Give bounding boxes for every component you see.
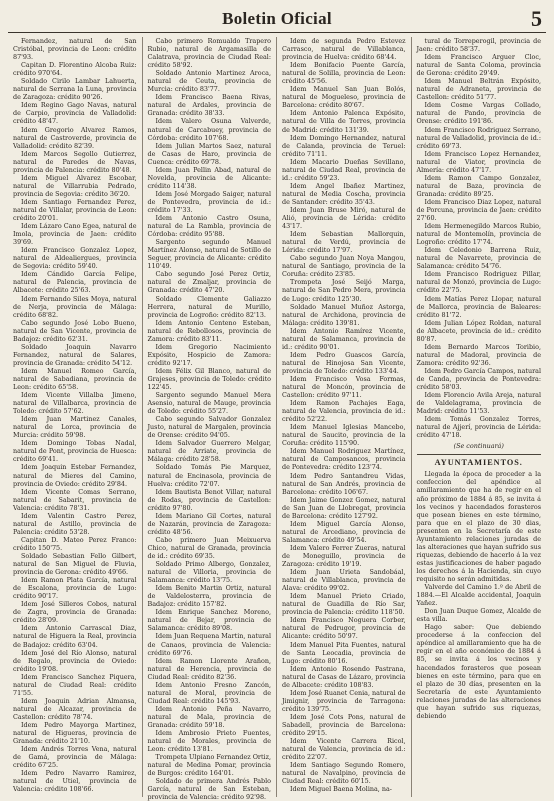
list-item: Idem Pedro Navarro Ramirez, natural de Utiel, provincia de Valencia: crédito 108'66.: [13, 769, 137, 794]
list-item: Idem Francisco Rodriguez Pillar, natural de Monzó, provincia de Lugo: crédito 22'75.: [416, 270, 541, 295]
list-item: Idem Regino Gago Navas, natural de Carpio, provincia de Valladolid: crédito 48'47.: [13, 101, 137, 126]
list-item: Soldado Joaquin Navarro Fernandez, natural de Salares, provincia de Granada: crédito 54'12.: [13, 342, 137, 367]
column-4: [412, 37, 547, 797]
list-item: Idem Lázaro Cano Egea, natural de Imola, provincia de Jaen: crédito 39'69.: [13, 222, 137, 247]
list-item: Idem Manuel Pita Fuentes, natural de Santa Leocadia, provincia de Lugo: crédito 80'16.: [282, 640, 406, 665]
list-item: Idem Antonio Carrascal Diaz, natural de Higuera la Real, provincia de Badajoz: crédito 63'04.: [13, 624, 137, 649]
list-item: Idem Juan Urieta Sandobáal, natural de Villablanca, provincia de Alava: crédito 99'02.: [282, 568, 406, 593]
list-item: Idem Gregorio Nacimiento Expósito, Hospicio de Zamora: crédito 92'17.: [147, 342, 271, 367]
list-item: Idem Domingo Hernandez, natural de Calanda, provincia de Teruel: crédito 71'11.: [282, 133, 406, 158]
list-item: Soldado de primera Andrés Pablo García, natural de San Esteban, provincia de Valencia: crédito 92'98.: [147, 777, 271, 801]
list-item: Idem Ramon Llorente Arañon, natural de Herencia, provincia de Ciudad Real: crédito 82'36.: [147, 656, 271, 681]
continued-note: (Se continuará): [453, 442, 504, 451]
list-item: Idem Andrés Torres Vena, natural de Gamá, provincia de Málaga: crédito 67'25.: [13, 745, 137, 770]
list-item: Idem Manuel Beltrán Expósito, natural de Adraneta, provincia de Castellon: crédito 51'77.: [416, 77, 541, 102]
list-item: Idem Antonio Castro Osuna, natural de La Rambla, provincia de Córdoba: crédito 95'88.: [147, 214, 271, 239]
page-number: 5: [531, 6, 542, 31]
list-item: Soldado Primo Albergo, Gonzalez, natural de Villoria, provincia de Salamanca: crédito 13'75.: [147, 560, 271, 585]
list-item: Idem Pedro Mayorga Martinez, natural de Higueras, provincia de Granada: crédito 21'10.: [13, 720, 137, 746]
list-item: Idem Marcos Segollo Gutierrez, natural de Paredes de Navas, provincia de Palencia: crédito 80'48.: [13, 149, 137, 174]
list-item: Idem Pedro García Campos, natural de Canda, provincia de Pontevedra: crédito 58'03.: [416, 366, 541, 392]
list-item: Idem Tomás Gonzalez Torres, natural de Ajjerí, provincia de Lérida: crédito 47'18.: [416, 415, 541, 440]
list-item: Idem Vicente Comas Serrano, natural de Sabarit, provincia de Valencia: crédito 78'31.: [13, 487, 137, 512]
notice-paragraph: Hago saber: Que debiendo procederse á la confeccion del apéndice al amillaramiento que ha de regir en el año económico de 1884 á 85, se invita á los vecinos y hacendados forasteros que posean bienes en este término, para que en el plazo de 30 días, presenten en la Secretaría de este Ayuntamiento relaciones juradas de las alteraciones que hayan sufrido sus riquezas, debiendo: [416, 623, 541, 720]
list-item: Cabo primero Romualdo Trapero Rubio, natural de Argamasilla de Calatrava, provincia de Ciudad Real: crédito 58'92.: [147, 37, 271, 70]
list-item: Idem Juan Martinez Canales, natural de Lorca, provincia de Murcia: crédito 59'98.: [13, 415, 137, 440]
list-item: Idem José Cots Pons, natural de Sabadell, provincia de Barcelona: crédito 29'15.: [282, 712, 406, 738]
notice-paragraph: Llegada la época de proceder a la confeccion del apéndice al amillaramiento que ha de regir en el año próximo de 1884 á 85, se invita á los vecinos y hacendados forasteros que posean bienes en este término, para que en el plazo de 30 dias, presenten en la Secretaría de este Ayuntamiento relaciones juradas de las alteraciones que hayan sufrido sus riquezas, debiendo de hacerlo á la vez estas justificaciones de haber pagado los derechos á la Hacienda, sin cuyo requisito no serán admitidas.: [416, 470, 541, 583]
list-item: Idem Domingo Tobas Nadal, natural de Pont, provincia de Huesca: crédito 69'41.: [13, 439, 137, 464]
list-item: Idem José Silleros Cobos, natural de Zagra, provincia de Granada: crédito 28'09.: [13, 600, 137, 625]
list-item: Idem Manuel Prieto Criado, natural de Guadilla de Río Sar, provincia de Palencia: crédito 118'50.: [282, 592, 406, 617]
list-item: Idem Félix Gil Blanco, natural de Grajeses, provincia de Toledo: crédito 122'45.: [147, 366, 271, 392]
list-item: Idem Francisco Sanchez Piquera, natural de Ciudad Real: crédito 71'55.: [13, 672, 137, 697]
list-item: Trompeta José Seijó Marga, natural de San Pedro Mera, provincia de Lugo: crédito 125'30.: [282, 278, 406, 303]
list-item: Idem Mariano Gil Cortes, natural de Nazarán, provincia de Zaragoza: crédito 48'56.: [147, 511, 271, 536]
list-item: Soldado Cirilo Lambar Lahuerta, natural de Serrana la Luna, provincia de Zaragoza: crédito 90'26.: [13, 77, 137, 102]
list-item: Idem Antonio Fresno Zancón, natural de Moral, provincia de Ciudad Real: crédito 145'93.: [147, 680, 271, 705]
list-item: Cabo primero Juan Meixuerva Chico, natural de Granada, provincia de id.: crédito 69'35.: [147, 535, 271, 560]
section-divider: [417, 454, 542, 455]
list-item: Idem Vicente Carrera Ricol, natural de Valencia, provincia de id.: crédito 22'07.: [282, 737, 406, 762]
list-item: Idem Juan Bruse Miró, natural de Alió, provincia de Lérida: crédito 43'17.: [282, 205, 406, 231]
list-item: Idem Valentin Castro Perez, natural de Astillo, provincia de Palencia: crédito 53'28.: [13, 511, 137, 536]
list-item: Idem Bautista Benot Villar, natural de Rodas, provincia de Castellon: crédito 97'80.: [147, 487, 271, 512]
list-item: Idem Bonifacio Puente García, natural de Solilla, provincia de Leon: crédito 45'56.: [282, 61, 406, 86]
list-item: Idem Manuel Romeo García, natural de Sabadiana, provincia de Leon: crédito 65'58.: [13, 366, 137, 392]
list-item: Idem José del Río Alonso, natural de Regalo, provincia de Oviedo: crédito 19'08.: [13, 648, 137, 673]
list-item: Idem Enrique Sanchez Moreno, natural de Bejar, provincia de Salamanca: crédito 89'08.: [147, 608, 271, 633]
list-item: Soldado Manuel Muñoz Astorga, natural de Archidona, provincia de Málaga: crédito 139'81.: [282, 302, 406, 327]
list-item: Fernandez, natural de San Cristóbal, provincia de Leon: crédito 87'93.: [13, 37, 137, 62]
column-2: [143, 37, 278, 801]
list-item: Soldado Tomás Pie Marquez, natural de Encinasola, provincia de Huelva: crédito 72'07.: [147, 463, 271, 488]
list-item: Idem Santiago Fernandez Perez, natural de Villalar, provincia de Leon: crédito 20'01.: [13, 197, 137, 223]
list-item: Cabo segundo Salvador Gonzalez Justo, natural de Margalen, provincia de Orense: crédito 94'05.: [147, 415, 271, 440]
list-item: Idem Juan Requena Martin, natural de Canaos, provincia de Valencia: crédito 69'76.: [147, 632, 271, 657]
list-item: Idem Francisco Vosa Formas, natural de Moncón, provincia de Castellon: crédito 97'11.: [282, 374, 406, 400]
list-item: Idem Juan Pellin Abad, natural de Novelda, provincia de Alicante: crédito 114'38.: [147, 165, 271, 190]
list-item: Idem Pedro Guascos García, natural de Hinojosa San Vicente, provincia de Toledo: crédito 133'44.: [282, 350, 406, 375]
list-item: Cabo segundo José Perez Ortiz, natural de Zmaljar, provincia de Granada: crédito 47'20.: [147, 270, 271, 295]
list-item: Idem Ambrosio Prieto Fuentes, natural de Morales, provincia de Leon: crédito 13'81.: [147, 729, 271, 754]
list-item: Idem Manuel Iglesias Mancebo, natural de Saucito, provincia de la Coruña: crédito 115'90.: [282, 423, 406, 448]
list-item: Idem Jaime Gonzez Gomez, natural de San Juan de Llobregat, provincia de Barcelona: crédito 127'92.: [282, 495, 406, 520]
list-item: Cabo segundo José Lobo Bueno, natural de San Vicente, provincia de Badajoz: crédito 62'31.: [13, 318, 137, 343]
list-item: Idem Francisco Lopez Hernandez, natural de Viator, provincia de Almería: crédito 47'17.: [416, 149, 541, 174]
list-item: Idem Antonio Rosendo Pastrana, natural de Casas de Lázaro, provincia de Albacete: crédito 108'83.: [282, 664, 406, 689]
column-1: [8, 37, 143, 797]
list-item: Idem Ramon Pachajes Eaga, natural de Valencia, provincia de id.: crédito 52'22.: [282, 399, 406, 424]
list-item: Idem José Morgado Saiger, natural de Pontevedra, provincia de id.: crédito 17'33.: [147, 189, 271, 214]
list-item: Cabo segundo Juan Noya Mangou, natural de Santiago, provincia de la Coruña: crédito 23'85.: [282, 254, 406, 279]
list-item: Idem Antonio Peña Navarro, natural de Mala, provincia de Granada: crédito 59'18.: [147, 704, 271, 729]
list-item: Idem Antonio Centeno Esteban, natural de Rebollosos, provincia de Zamora: crédito 83'11.: [147, 318, 271, 343]
list-item: Idem Cosme Vargas Collado, natural de Pando, provincia de Orense: crédito 191'86.: [416, 101, 541, 126]
section-title: AYUNTAMIENTOS.: [434, 458, 523, 468]
list-item: Idem Francisco Gonzalez Lopez, natural de Aldealiergues, provincia de Segovia: crédito 59'40.: [13, 246, 137, 271]
list-item: Idem Cándido García Felipe, natural de Palencia, provincia de Albacete: crédito 25'63.: [13, 270, 137, 295]
list-item: tural de Torreperogil, provincia de Jaen: crédito 58'37.: [416, 37, 541, 54]
list-item: Idem de segunda Pedro Estevez Carrasco, natural de Villablanca, provincia de Huelva: crédito 68'44.: [282, 37, 406, 62]
notices: [417, 470, 542, 719]
list-item: Idem Francisco Noguera Corber, natural de Pedrugor, provincia de Alicante: crédito 50'97.: [282, 616, 406, 641]
list-item: Idem Vicente Villalba Jimeno, natural de Villalbarca, provincia de Toledo: crédito 57'62.: [13, 391, 137, 416]
list-item: Idem Francisco Arguer Cloc, natural de Santa Coloma, provincia de Gerona: crédito 29'49.: [416, 53, 541, 78]
list-item: Idem Matías Perez Llopar, natural de Mallorca, provincia de Baleares: crédito 81'72.: [416, 294, 541, 319]
list-item: Idem Joaquin Adrian Almansa, natural de Alcazar, provincia de Castellon: crédito 78'74.: [13, 696, 137, 721]
list-item: Idem Valero Ferrer Zueras, natural de Moneguillo, provincia de Zaragoza: crédito 19'19.: [282, 543, 406, 569]
list-item: Trompeta Ulpiano Fernandez Ortiz, natural de Medina Pomar, provincia de Burgos: crédito 164'01.: [147, 753, 271, 778]
list-item: Idem Fernando Siles Moya, natural de Nerja, provincia de Málaga: crédito 68'82.: [13, 294, 137, 319]
page-header: [8, 6, 546, 33]
list-item: Soldado Antonio Martinez Aroca, natural de Ceuta, provincia de Murcia: crédito 83'77.: [147, 69, 271, 94]
page-title: Boletin Oficial: [222, 9, 332, 28]
notice-paragraph: Valverde del Camino 1.º de Abril de 1884.—El Alcalde accidental, Joaquin Yañez.: [416, 583, 541, 608]
list-item: Idem Florencio Avila Areja, natural de Valdelagrama, provincia de Madrid: crédito 11'53.: [416, 391, 541, 416]
list-item: Capitan D. Florentino Alcoba Ruiz: crédito 970'64.: [13, 61, 137, 78]
list-item: Idem Ramon Campo Gonzalez, natural de Baza, provincia de Granada: crédito 89'25.: [416, 173, 541, 198]
list-item: Idem José Ruanet Cenia, natural de Jimignir, provincia de Tarragona: crédito 139'75.: [282, 688, 406, 713]
columns: [8, 37, 546, 801]
list-item: Capitan D. Mateo Perez Franco: crédito 150'75.: [13, 535, 137, 552]
list-item: Idem Macario Dueñas Sevillano, natural de Ciudad Real, provincia de id.: crédito 59'23.: [282, 157, 406, 182]
list-item: Idem Francisco Baena Rivas, natural de Ardales, provincia de Granada: crédito 38'33.: [147, 93, 271, 118]
list-item: Idem Manuel San Juan Bolós, natural de Mogueleso, provincia de Barcelona: crédito 80'67.: [282, 85, 406, 110]
list-item: Idem Gregorio Alvarez Ramos, natural de Castroverde, provincia de Valladolid: crédito 82'39.: [13, 125, 137, 150]
list-item: Idem Ramon Plata García, natural de Escalona, provincia de Lugo: crédito 90'17.: [13, 576, 137, 601]
list-item: Idem Julian López Roldan, natural de Albacete, provincia de id.: crédito 80'87.: [416, 318, 541, 343]
list-item: Idem Antonio Palenca Expósito, natural de Villa de Torres, provincia de Madrid: crédito 131'39.: [282, 109, 406, 134]
list-item: Idem Miguel Baena Molina, na-: [290, 785, 392, 794]
list-item: Idem Miguel Alvarez Escobar, natural de Villarrubia Pedrado, provincia de Segovia: crédito 36'20.: [13, 173, 137, 198]
notice-paragraph: Don Juan Duque Gomez, Alcalde de esta villa.: [416, 607, 541, 624]
list-item: Idem Francisco Diaz Lopez, natural de Porcuna, provincia de Jaen: crédito 27'60.: [416, 197, 541, 223]
list-item: Soldado Clemente Galiazzo Herrera, natural de Murillo, provincia de Logroño: crédito 82'13.: [147, 294, 271, 319]
list-item: Idem Julian Martos Saez, natural de Casas de Haro, provincia de Cuenca: crédito 69'78.: [147, 141, 271, 166]
list-item: Idem Manuel Rodriguez Martínez, natural de Camposancos, provincia de Pontevedra: crédito 123'74.: [282, 447, 406, 472]
list-item: Idem Santiago Segundo Romero, natural de Navalpino, provincia de Ciudad Real: crédito 60'15.: [282, 761, 406, 786]
list-item: Sargento segundo Manuel Mera Asensio, natural de Mauge, provincia de Toledo: crédito 55'27.: [147, 391, 271, 416]
list-item: Idem Salvador Guerrero Melgar, natural de Arriate, provincia de Málaga: crédito 28'58.: [147, 439, 271, 464]
list-item: Idem Antonio Ramírez Vicente, natural de Salamanca, provincia de id.: crédito 90'01.: [282, 326, 406, 351]
list-item: Idem Hermenegildo Marcos Rubio, natural de Montemolín, provincia de Logroño: crédito 17'74.: [416, 222, 541, 247]
list-item: Idem Miguel García Alonso, natural de Arcediano, provincia de Salamanca: crédito 49'54.: [282, 519, 406, 544]
list-item: Idem Angel Ibañez Martinez, natural de Media Coscha, provincia de Santander: crédito 35'43.: [282, 181, 406, 206]
list-item: Idem Pedro Santandreu Vidas, natural de San Andrés, provincia de Barcelona: crédito 106'67.: [282, 471, 406, 496]
list-item: Idem Joaquin Estebar Fernandez, natural de Mieres del Camino, provincia de Oviedo: crédito 29'84.: [13, 463, 137, 488]
list-item: Soldado Sebastian Fello Gilbert, natural de San Miguel de Fluvia, provincia de Gerona: crédito 49'66.: [13, 552, 137, 577]
list-item: Idem Benito Martin Ortiz, natural de Valdelosterra, provincia de Badajoz: crédito 157'82.: [147, 584, 271, 609]
list-item: Idem Francisco Rodriguez Serrano, natural de Valladolid, provincia de id.: crédito 69'73.: [416, 125, 541, 150]
list-item: Idem Celedonio Barrena Ruiz, natural de Navarrete, provincia de Salamanca: crédito 54'76.: [416, 246, 541, 271]
list-item: Idem Sebastian Mallorquin, natural de Verdú, provincia de Lérida: crédito 17'97.: [282, 230, 406, 255]
column-3: [277, 37, 412, 797]
list-item: Idem Valero Osuna Valverde, natural de Carcabuey, provincia de Córdoba: crédito 107'68.: [147, 117, 271, 142]
list-item: Sargento segundo Manuel Martínez Alonso, natural de Sotillo de Seguer, provincia de Alicante: crédito 110'49.: [147, 238, 271, 271]
list-item: Idem Bernardo Marcos Toribio, natural de Madoral, provincia de Zamora: crédito 92'36.: [416, 342, 541, 367]
column-4-entries: [417, 37, 542, 439]
